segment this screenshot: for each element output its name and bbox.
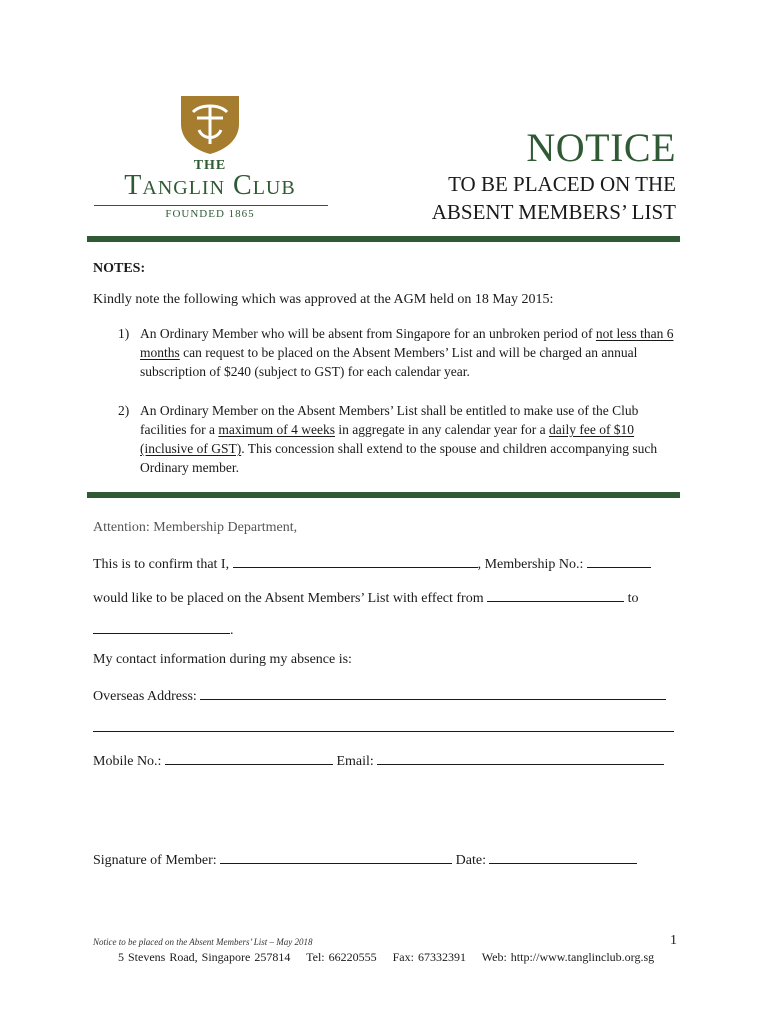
footer-contact	[118, 950, 654, 965]
footer-web[interactable]: Web: http://www.tanglinclub.org.sg	[481, 950, 655, 964]
crest-icon	[179, 94, 241, 156]
effective-to-field[interactable]	[93, 619, 230, 634]
member-name-field[interactable]	[233, 553, 478, 568]
notes-intro: Kindly note the following which was approved at the AGM held on 18 May 2015:	[93, 292, 554, 307]
membership-no-field[interactable]	[587, 553, 651, 568]
logo-rule	[94, 205, 328, 206]
period-end: .	[230, 623, 234, 638]
item-number: 2)	[118, 403, 130, 418]
overseas-address-label: Overseas Address:	[93, 689, 197, 704]
logo-name: Tanglin Club	[124, 170, 296, 201]
overseas-address-field[interactable]	[200, 685, 666, 700]
footer-tel: Tel: 66220555	[306, 950, 377, 964]
footer-address: 5 Stevens Road, Singapore 257814	[118, 950, 291, 964]
overseas-address-field-2[interactable]	[93, 731, 674, 732]
email-label: Email:	[336, 754, 374, 769]
email-field[interactable]	[377, 750, 664, 765]
notes-divider	[87, 492, 680, 498]
item-text: An Ordinary Member who will be absent from Singapore for an unbroken period of not less than 6 months can request to be placed on the Absent Members’ List and will be charged an annual subscription of $240 (subject to GST) for each calendar year.	[140, 326, 674, 379]
confirm-label: This is to confirm that I,	[93, 557, 230, 572]
mobile-label: Mobile No.:	[93, 754, 162, 769]
effective-from-field[interactable]	[487, 587, 624, 602]
footer-fax: Fax: 67332391	[392, 950, 466, 964]
effect-end-line	[93, 619, 234, 639]
notice-title: NOTICE	[526, 125, 676, 170]
overseas-address-line	[93, 685, 666, 705]
signature-field[interactable]	[220, 849, 452, 864]
date-label: Date:	[455, 853, 486, 868]
item-text: An Ordinary Member on the Absent Members’ List shall be entitled to make use of the Club facilities for a maximum of 4 weeks in aggregate in any calendar year for a daily fee of $10 (inclusive of GST). This concession shall extend to the spouse and children accompanying such Ordinary member.	[140, 403, 658, 475]
date-field[interactable]	[489, 849, 637, 864]
signature-line	[93, 849, 637, 869]
club-logo	[92, 94, 332, 224]
contact-info-label: My contact information during my absence is:	[93, 652, 352, 667]
page-number: 1	[670, 933, 677, 948]
confirm-line	[93, 553, 651, 573]
would-like-label: would like to be placed on the Absent Members’ List with effect from	[93, 591, 484, 606]
notes-heading: NOTES:	[93, 261, 146, 276]
subtitle-line-2: ABSENT MEMBERS’ LIST	[431, 200, 676, 224]
item-number: 1)	[118, 326, 130, 341]
header-divider	[87, 236, 680, 242]
to-label: to	[627, 591, 639, 606]
mobile-email-line	[93, 750, 664, 770]
signature-label: Signature of Member:	[93, 853, 217, 868]
logo-the: THE	[193, 158, 227, 173]
notice-subtitle	[432, 170, 676, 226]
effect-line	[93, 587, 639, 607]
subtitle-line-1: TO BE PLACED ON THE	[448, 172, 676, 196]
footer-note: Notice to be placed on the Absent Members’ List – May 2018	[93, 937, 313, 947]
attention-line: Attention: Membership Department,	[93, 520, 298, 535]
mobile-field[interactable]	[165, 750, 333, 765]
logo-founded: FOUNDED 1865	[165, 208, 255, 220]
membership-no-label: , Membership No.:	[477, 557, 584, 572]
